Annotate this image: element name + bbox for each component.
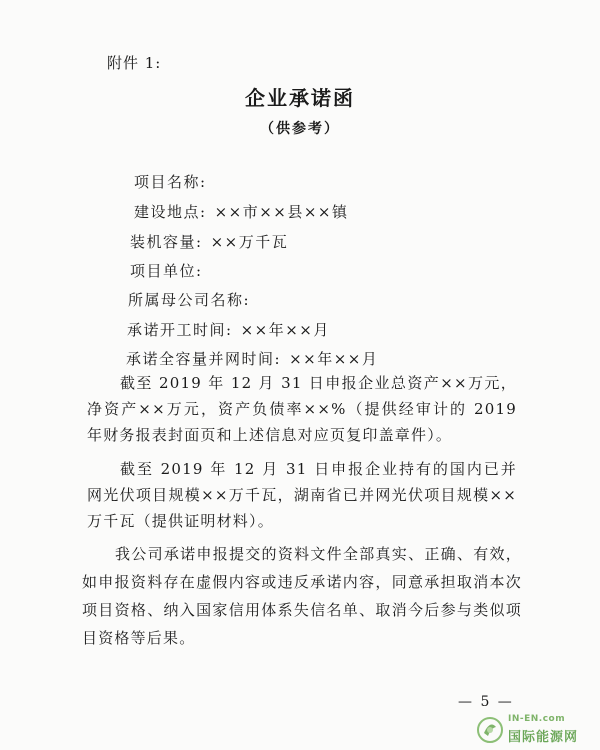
watermark-cn: 国际能源网 xyxy=(508,730,579,745)
field-grid-time xyxy=(126,348,378,369)
field-label: 项目名称: xyxy=(134,173,207,191)
watermark-en: IN-EN.com xyxy=(508,714,566,724)
watermark xyxy=(476,712,596,746)
field-capacity xyxy=(130,231,288,252)
field-label: 建设地点: xyxy=(134,203,207,221)
field-project-name xyxy=(134,171,215,192)
field-project-unit xyxy=(130,260,211,281)
field-value: ××年××月 xyxy=(289,350,379,368)
document-subtitle: （供参考） xyxy=(260,121,340,137)
paragraph-pv-scale: 截至 2019 年 12 月 31 日申报企业持有的国内已并网光伏项目规模××万千瓦，湖南省已并网光伏项目规模××万千瓦（提供证明材料）。 xyxy=(87,460,517,530)
field-value: ××万千瓦 xyxy=(210,233,289,251)
field-label: 所属母公司名称: xyxy=(128,291,251,309)
page-number: — 5 — xyxy=(458,694,514,710)
field-value: ××市××县××镇 xyxy=(214,203,349,221)
paragraph-commitment: 我公司承诺申报提交的资料文件全部真实、正确、有效，如申报资料存在虚假内容或违反承诺内容，同意承担取消本次项目资格、纳入国家信用体系失信名单、取消今后参与类似项目资格等后果。 xyxy=(82,545,522,647)
energy-logo-icon xyxy=(476,716,504,744)
paragraph-assets: 截至 2019 年 12 月 31 日申报企业总资产××万元，净资产××万元，资产负债率××%（提供经审计的 2019 年财务报表封面页和上述信息对应页复印盖章件）。 xyxy=(87,374,517,444)
field-label: 项目单位: xyxy=(130,262,203,280)
field-location xyxy=(134,201,348,222)
field-label: 装机容量: xyxy=(130,233,203,251)
field-parent-company xyxy=(128,289,258,310)
attachment-label: 附件 1: xyxy=(107,54,162,72)
field-start-time xyxy=(127,319,330,340)
field-value: ××年××月 xyxy=(240,321,330,339)
field-label: 承诺全容量并网时间: xyxy=(126,350,282,368)
document-title: 企业承诺函 xyxy=(245,86,355,110)
field-label: 承诺开工时间: xyxy=(127,321,233,339)
